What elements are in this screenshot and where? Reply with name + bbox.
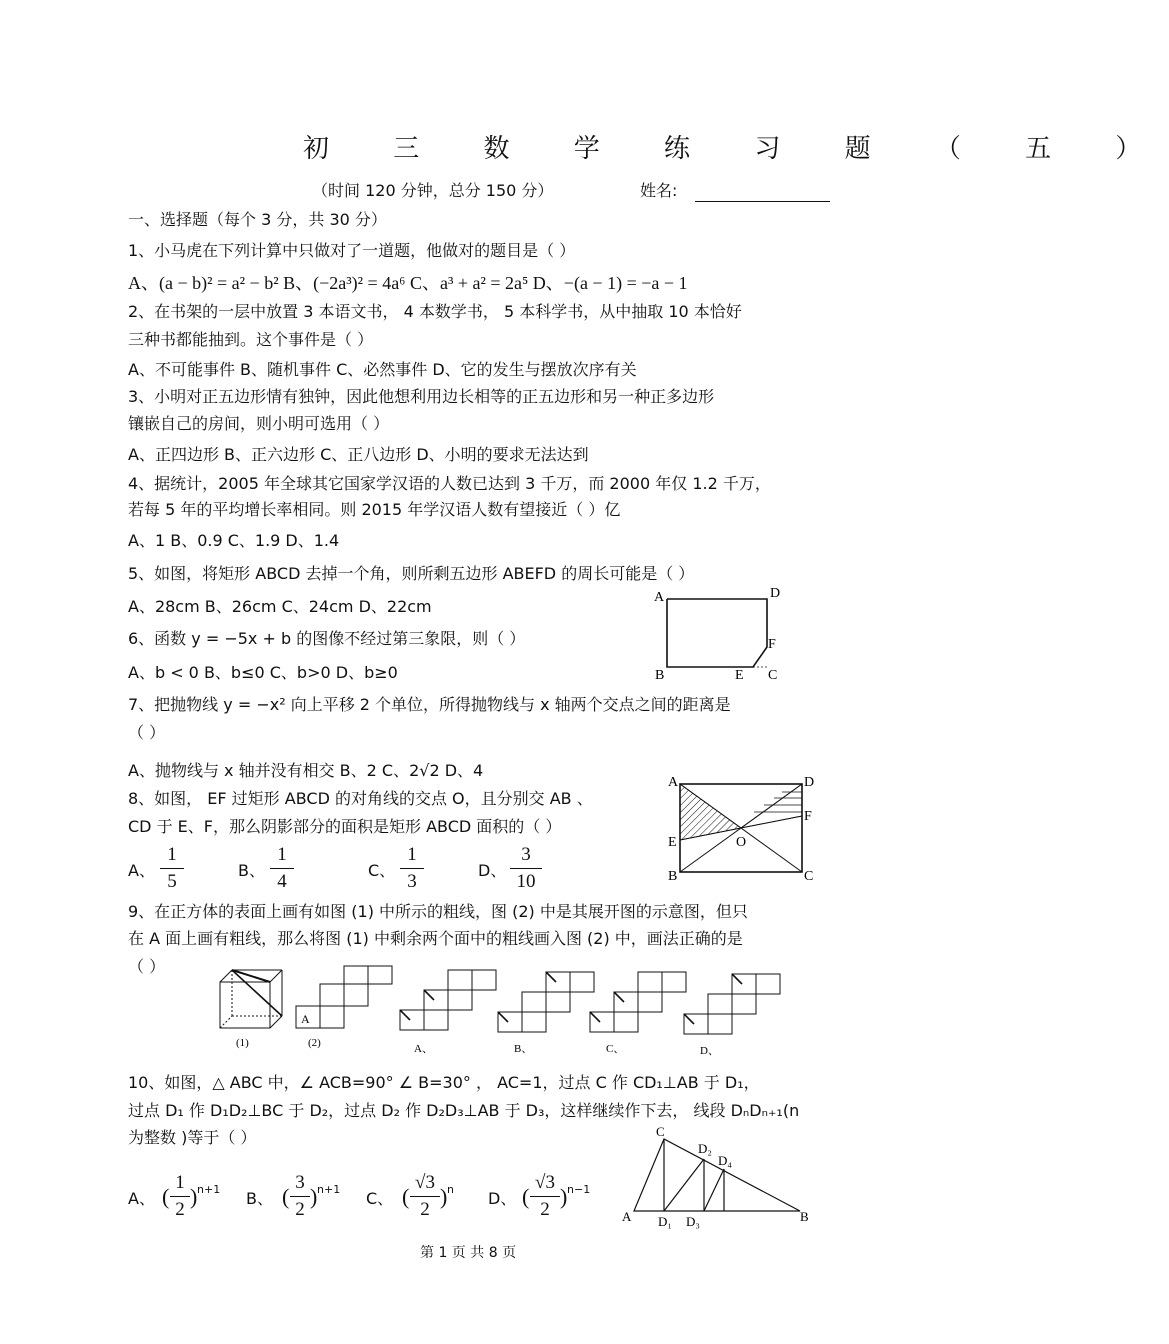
q10-option-b-label: B、 bbox=[246, 1189, 273, 1208]
q10-option-a-exp: n+1 bbox=[197, 1183, 221, 1196]
q8-label-o: O bbox=[736, 835, 747, 850]
q10-option-b-paren-l: ( bbox=[282, 1184, 290, 1209]
q8-option-c-label: C、 bbox=[368, 861, 396, 880]
q8-label-a: A bbox=[668, 775, 679, 790]
question-5-figure bbox=[650, 585, 790, 685]
q10-option-c-paren-l: ( bbox=[402, 1184, 410, 1209]
q8-a-num: 1 bbox=[167, 844, 177, 865]
q5-label-a: A bbox=[654, 590, 665, 605]
q5-label-e: E bbox=[735, 668, 744, 683]
question-3-stem-1: 3、小明对正五边形情有独钟，因此他想利用边长相等的正五边形和另一种正多边形 bbox=[128, 387, 715, 406]
name-underline bbox=[695, 201, 830, 202]
question-4-options: A、1 B、0.9 C、1.9 D、1.4 bbox=[128, 531, 340, 550]
q10-option-d-frac bbox=[530, 1172, 560, 1221]
q10-option-b-frac bbox=[290, 1172, 310, 1221]
q10-option-d-paren-r: ) bbox=[560, 1184, 568, 1209]
question-2-stem-2: 三种书都能抽到。这个事件是（ ） bbox=[128, 330, 374, 349]
question-7-options: A、抛物线与 x 轴并没有相交 B、2 C、2√2 D、4 bbox=[128, 761, 484, 780]
q10-option-b-exp: n+1 bbox=[317, 1183, 341, 1196]
q8-c-den: 3 bbox=[407, 871, 417, 892]
q10-label-b: B bbox=[800, 1209, 809, 1224]
question-9-figures bbox=[210, 962, 810, 1060]
q9-caption-2: (2) bbox=[308, 1037, 321, 1049]
question-9-stem-3: （ ） bbox=[128, 957, 166, 976]
question-10-stem-3: 为整数 )等于（ ） bbox=[128, 1128, 257, 1147]
q5-label-c: C bbox=[768, 668, 778, 683]
q9-caption-c: C、 bbox=[606, 1043, 625, 1055]
q10-d-den: 2 bbox=[540, 1199, 550, 1220]
q10-a-den: 2 bbox=[175, 1199, 185, 1220]
q8-label-f: F bbox=[804, 809, 812, 824]
q10-option-a-paren-l: ( bbox=[162, 1184, 170, 1209]
q9-net-2 bbox=[296, 966, 392, 1028]
name-label: 姓名: bbox=[640, 181, 678, 200]
q10-a-num: 1 bbox=[175, 1172, 185, 1193]
q10-b-den: 2 bbox=[295, 1199, 305, 1220]
q9-net-a bbox=[400, 970, 496, 1030]
section-heading: 一、选择题（每个 3 分，共 30 分） bbox=[128, 210, 387, 229]
q8-c-num: 1 bbox=[407, 844, 417, 865]
q10-label-c: C bbox=[656, 1124, 665, 1139]
q5-label-b: B bbox=[655, 668, 665, 683]
q9-net-b bbox=[498, 972, 594, 1032]
q9-caption-b: B、 bbox=[514, 1043, 533, 1055]
q10-option-b-paren-r: ) bbox=[310, 1184, 318, 1209]
q8-option-a-frac bbox=[160, 844, 184, 893]
q8-label-e: E bbox=[668, 835, 677, 850]
question-7-stem-1: 7、把抛物线 y = −x² 向上平移 2 个单位，所得抛物线与 x 轴两个交点之间的距离是 bbox=[128, 695, 731, 714]
q8-option-b-frac bbox=[270, 844, 294, 893]
q5-label-d: D bbox=[770, 586, 781, 601]
q9-net-c bbox=[590, 972, 686, 1032]
q10-option-c-frac bbox=[410, 1172, 440, 1221]
question-4-stem-1: 4、据统计，2005 年全球其它国家学汉语的人数已达到 3 千万，而 2000 年仅 1.2 千万， bbox=[128, 474, 771, 493]
q10-d-num: √3 bbox=[535, 1172, 555, 1193]
q10-option-a-label: A、 bbox=[128, 1189, 155, 1208]
question-6-options: A、b < 0 B、b≤0 C、b>0 D、b≥0 bbox=[128, 663, 398, 682]
question-9-stem-1: 9、在正方体的表面上画有如图 (1) 中所示的粗线，图 (2) 中是其展开图的示意图，但只 bbox=[128, 902, 748, 921]
question-2-options: A、不可能事件 B、随机事件 C、必然事件 D、它的发生与摆放次序有关 bbox=[128, 360, 637, 379]
q10-option-d-exp: n−1 bbox=[567, 1183, 591, 1196]
question-10-stem-2: 过点 D₁ 作 D₁D₂⊥BC 于 D₂，过点 D₂ 作 D₂D₃⊥AB 于 D₃，这样继续作下去， 线段 DₙDₙ₊₁(n bbox=[128, 1101, 800, 1120]
q10-option-c-label: C、 bbox=[366, 1189, 394, 1208]
question-5-options: A、28cm B、26cm C、24cm D、22cm bbox=[128, 597, 432, 616]
q8-b-num: 1 bbox=[277, 844, 287, 865]
exam-info: （时间 120 分钟，总分 150 分） bbox=[312, 181, 554, 200]
question-8-stem-1: 8、如图， EF 过矩形 ABCD 的对角线的交点 O，且分别交 AB 、 bbox=[128, 789, 593, 808]
question-3-options: A、正四边形 B、正六边形 C、正八边形 D、小明的要求无法达到 bbox=[128, 445, 589, 464]
question-10-figure bbox=[618, 1125, 818, 1233]
question-5-stem: 5、如图，将矩形 ABCD 去掉一个角，则所剩五边形 ABEFD 的周长可能是（ ） bbox=[128, 564, 695, 583]
q8-option-a-label: A、 bbox=[128, 861, 155, 880]
question-8-stem-2: CD 于 E、F，那么阴影部分的面积是矩形 ABCD 面积的（ ） bbox=[128, 817, 562, 836]
question-6-stem: 6、函数 y = −5x + b 的图像不经过第三象限，则（ ） bbox=[128, 629, 526, 648]
q10-option-a-frac bbox=[170, 1172, 190, 1221]
q10-option-c-paren-r: ) bbox=[440, 1184, 448, 1209]
q9-caption-a: A、 bbox=[414, 1043, 433, 1055]
page-footer: 第 1 页 共 8 页 bbox=[420, 1245, 517, 1261]
q8-option-c-frac bbox=[400, 844, 424, 893]
q10-label-d4: D₄ bbox=[718, 1153, 732, 1168]
q10-option-d-label: D、 bbox=[488, 1189, 517, 1208]
question-8-figure bbox=[664, 772, 824, 884]
q8-a-den: 5 bbox=[167, 871, 177, 892]
q8-option-d-label: D、 bbox=[478, 861, 507, 880]
q8-option-b-label: B、 bbox=[238, 861, 265, 880]
q9-cube bbox=[220, 970, 282, 1028]
question-2-stem-1: 2、在书架的一层中放置 3 本语文书， 4 本数学书， 5 本科学书，从中抽取 10 本恰好 bbox=[128, 302, 742, 321]
q8-d-num: 3 bbox=[521, 844, 531, 865]
page-title: 初 三 数 学 练 习 题 （ 五 ） bbox=[303, 134, 1169, 164]
question-3-stem-2: 镶嵌自己的房间，则小明可选用（ ） bbox=[128, 414, 390, 433]
q8-d-den: 10 bbox=[516, 871, 536, 892]
q8-b-den: 4 bbox=[277, 871, 287, 892]
q5-label-f: F bbox=[768, 637, 776, 652]
q9-caption-1: (1) bbox=[236, 1037, 249, 1049]
q8-option-d-frac bbox=[510, 844, 542, 893]
q10-option-c-exp: n bbox=[447, 1183, 454, 1196]
q10-option-d-paren-l: ( bbox=[522, 1184, 530, 1209]
question-1-options: A、(a − b)² = a² − b² B、(−2a³)² = 4a⁶ C、a³ + a² = 2a⁵ D、−(a − 1) = −a − 1 bbox=[128, 273, 688, 293]
q9-caption-d: D、 bbox=[700, 1045, 719, 1057]
q10-label-a: A bbox=[622, 1209, 632, 1224]
question-4-stem-2: 若每 5 年的平均增长率相同。则 2015 年学汉语人数有望接近（ ）亿 bbox=[128, 500, 621, 519]
q9-face-a-label: A bbox=[301, 1012, 310, 1026]
q10-label-d2: D₂ bbox=[698, 1141, 712, 1156]
question-7-stem-2: （ ） bbox=[128, 723, 166, 742]
q10-label-d3: D₃ bbox=[686, 1214, 700, 1229]
q10-b-num: 3 bbox=[295, 1172, 305, 1193]
q8-label-b: B bbox=[668, 869, 678, 884]
q10-c-num: √3 bbox=[415, 1172, 435, 1193]
q8-label-d: D bbox=[804, 775, 815, 790]
q8-label-c: C bbox=[804, 869, 814, 884]
q10-option-a-paren-r: ) bbox=[190, 1184, 198, 1209]
question-10-stem-1: 10、如图，△ ABC 中，∠ ACB=90° ∠ B=30° ， AC=1，过点 C 作 CD₁⊥AB 于 D₁， bbox=[128, 1073, 760, 1092]
question-9-stem-2: 在 A 面上画有粗线，那么将图 (1) 中剩余两个面中的粗线画入图 (2) 中，画法正确的是 bbox=[128, 929, 743, 948]
q9-net-d bbox=[684, 974, 780, 1034]
question-1-stem: 1、小马虎在下列计算中只做对了一道题，他做对的题目是（ ） bbox=[128, 241, 576, 260]
q10-c-den: 2 bbox=[420, 1199, 430, 1220]
q10-label-d1: D₁ bbox=[658, 1214, 672, 1229]
